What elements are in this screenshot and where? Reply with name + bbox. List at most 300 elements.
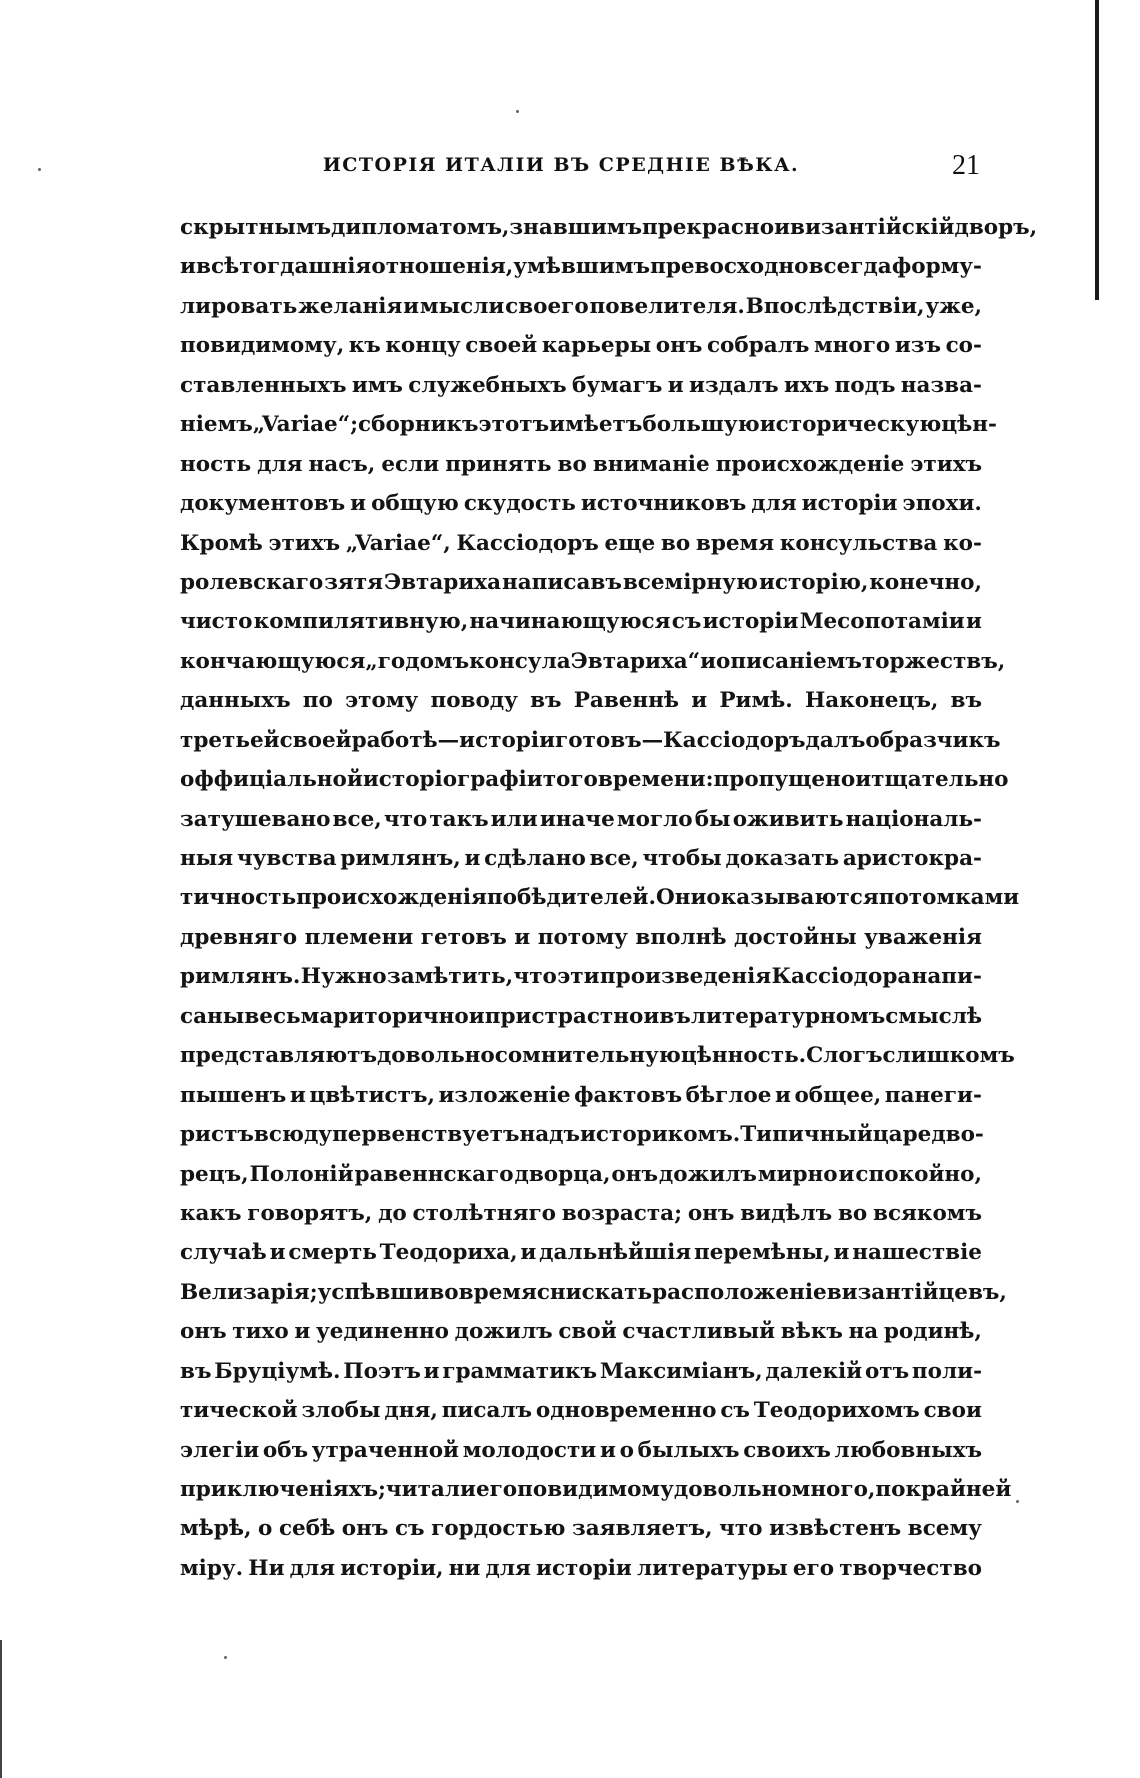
word: доказать	[725, 846, 840, 871]
word: всемірную	[622, 569, 758, 595]
text-line	[180, 1352, 982, 1391]
word: Типичный	[740, 1122, 873, 1148]
word: все,	[332, 806, 382, 832]
word: свой	[558, 1319, 617, 1345]
word: дворца,	[514, 1161, 611, 1187]
word: случаѣ	[180, 1240, 267, 1266]
scan-edge-rule-left	[0, 1640, 2, 1778]
word: всегда	[808, 254, 892, 280]
word: Эвтариха“	[570, 648, 701, 674]
word: національ-	[845, 806, 982, 832]
word: много,	[791, 1477, 876, 1502]
word: равеннскаго	[354, 1161, 514, 1187]
running-head	[180, 150, 980, 186]
text-line	[180, 681, 982, 720]
word: съ	[671, 609, 702, 635]
word: дипломатомъ,	[330, 215, 510, 240]
word: сдѣлано	[484, 846, 586, 871]
word: могло	[616, 806, 693, 832]
word: ристъ	[180, 1122, 254, 1148]
word: большую	[642, 412, 760, 438]
word: скудость	[463, 491, 576, 517]
word: смыслѣ	[885, 1003, 982, 1029]
word: онъ	[341, 1516, 389, 1542]
text-line	[180, 918, 982, 957]
word: ніемъ	[180, 412, 253, 438]
word: царедво-	[872, 1122, 984, 1148]
word: представляютъ	[180, 1043, 377, 1069]
word: свои	[923, 1398, 982, 1424]
text-line	[180, 1391, 982, 1430]
word: исторіи,	[340, 1555, 444, 1581]
word: Ни	[248, 1555, 285, 1581]
word: какъ	[180, 1200, 242, 1226]
word: во	[837, 1200, 868, 1226]
word: всѣ	[196, 254, 240, 280]
word: грамматикъ	[442, 1358, 598, 1384]
text-line	[180, 208, 1038, 247]
word: и	[599, 1437, 616, 1463]
word: смерть	[288, 1240, 377, 1266]
word: и	[774, 1082, 791, 1108]
body-text	[180, 208, 1038, 1588]
word: въ	[950, 688, 982, 714]
word: тичность	[180, 885, 297, 911]
word: и	[294, 1319, 311, 1345]
word: оживить	[732, 806, 844, 832]
word: цвѣтистъ,	[309, 1082, 435, 1108]
word: потому	[537, 924, 628, 950]
word: всякомъ	[873, 1200, 982, 1226]
text-line	[180, 445, 982, 484]
word: и	[180, 254, 196, 280]
word: съ	[720, 1398, 750, 1424]
word: древняго	[180, 924, 298, 950]
word: мѣрѣ,	[180, 1516, 252, 1542]
word: своего	[505, 293, 589, 319]
word: много	[813, 333, 891, 359]
word: прекрасно	[641, 215, 775, 240]
word: литературы	[637, 1555, 788, 1581]
text-line	[180, 484, 982, 523]
word: образчикъ	[865, 727, 1001, 753]
word: былыхъ	[637, 1437, 740, 1463]
word: еще	[604, 530, 656, 556]
word: говорятъ,	[247, 1200, 373, 1226]
scan-speck	[224, 1656, 227, 1659]
word: далекій	[765, 1358, 863, 1384]
word: что	[513, 964, 557, 990]
text-line	[180, 760, 1009, 799]
word: эти	[557, 964, 600, 990]
word: бумагъ	[571, 372, 663, 398]
word: компилятивную,	[253, 609, 469, 635]
word: что	[383, 806, 428, 832]
word: консула	[469, 648, 571, 674]
word: онъ	[687, 1200, 735, 1226]
word: данныхъ	[180, 688, 291, 714]
word: злобы	[301, 1398, 381, 1424]
word: „Variae“;	[252, 412, 359, 438]
word: онъ	[180, 1319, 227, 1345]
word: издалъ	[689, 372, 779, 398]
word: нашествіе	[852, 1240, 982, 1266]
word: и	[423, 1358, 440, 1384]
word: зятя	[324, 569, 384, 595]
word: и	[269, 1240, 286, 1266]
word: сборникъ	[358, 412, 479, 438]
word: пропущено	[713, 767, 856, 793]
word: побѣдителей.	[486, 885, 656, 911]
word: всему	[907, 1516, 982, 1542]
word: этихъ	[268, 530, 341, 556]
word: кончающуюся	[180, 648, 366, 674]
word: дожилъ	[658, 1161, 757, 1187]
word: происхожденіе	[715, 451, 905, 477]
word: Кассіодоръ	[456, 530, 599, 556]
word: общую	[371, 491, 459, 517]
word: время	[458, 1279, 537, 1305]
word: по	[875, 1477, 906, 1502]
word: поли-	[911, 1358, 982, 1384]
word: первенствуетъ	[332, 1122, 520, 1148]
word: видѣлъ	[740, 1200, 833, 1226]
word: принять	[445, 451, 552, 477]
word: собралъ	[706, 333, 810, 359]
word: напи-	[911, 964, 982, 990]
word: Впослѣдствіи,	[745, 293, 925, 319]
word: въ	[530, 688, 562, 714]
word: римлянъ.	[180, 964, 301, 990]
word: тической	[180, 1398, 298, 1424]
word: читали	[385, 1477, 476, 1502]
word: торжествъ,	[861, 648, 1006, 674]
word: Нужно	[300, 964, 387, 990]
word: чувства	[236, 846, 337, 871]
word: Эвтариха	[384, 569, 502, 595]
word: достойны	[733, 924, 857, 950]
word: одновременно	[535, 1398, 717, 1424]
word: повидимому	[517, 1477, 674, 1502]
word: перемѣны,	[693, 1240, 831, 1266]
word: онъ	[611, 1161, 658, 1187]
word: столѣтняго	[412, 1200, 557, 1226]
word: цѣнность.	[680, 1043, 807, 1069]
word: во	[429, 1279, 459, 1305]
word: въ	[180, 1358, 212, 1384]
word: племени	[304, 924, 414, 950]
word: ко-	[943, 530, 982, 556]
word: „годомъ	[365, 648, 470, 674]
word: конечно,	[869, 569, 982, 595]
scan-speck	[1016, 1500, 1019, 1503]
word: элегіи	[180, 1437, 260, 1463]
scan-speck	[516, 110, 519, 113]
word: ихъ	[783, 372, 830, 398]
word: начинающуюся	[469, 609, 671, 635]
word: гордостью	[431, 1516, 566, 1542]
word: Равеннѣ	[573, 688, 680, 714]
word: знавшимъ	[509, 215, 642, 240]
text-line	[180, 1509, 982, 1548]
word: цѣн-	[941, 412, 997, 438]
word: весьма	[244, 1003, 334, 1029]
text-line	[180, 1076, 982, 1115]
word: Слогъ	[806, 1043, 883, 1069]
word: историческую	[759, 412, 942, 438]
word: отношенія,	[371, 254, 514, 280]
word: писалъ	[441, 1398, 533, 1424]
word: потомками	[878, 885, 1020, 911]
word: эпохи.	[902, 491, 982, 517]
word: уже,	[925, 293, 982, 319]
word: если	[381, 451, 440, 477]
text-line	[180, 524, 982, 563]
word: до	[378, 1200, 407, 1226]
word: ни	[448, 1555, 481, 1581]
word: произведенія	[599, 964, 772, 990]
page-number: 21	[952, 150, 980, 181]
word: такъ	[429, 806, 489, 832]
text-line	[180, 1115, 982, 1154]
word: превосходно	[650, 254, 809, 280]
word: во	[557, 451, 587, 477]
word: повидимому,	[180, 333, 345, 359]
text-line	[180, 1233, 982, 1272]
word: въ	[659, 1003, 691, 1029]
text-line	[180, 1312, 982, 1351]
scan-speck	[38, 168, 41, 171]
word: и	[520, 1240, 537, 1266]
word: къ	[348, 333, 381, 359]
text-line	[180, 1470, 1012, 1509]
word: и	[774, 215, 791, 240]
word: онъ	[655, 333, 703, 359]
word: общее,	[794, 1082, 882, 1108]
word: этотъ	[478, 412, 550, 438]
word: византійскій	[790, 215, 955, 240]
word: замѣтить,	[386, 964, 514, 990]
word: и	[350, 491, 367, 517]
word: работѣ—исторіи	[351, 727, 556, 753]
word: изъ	[894, 333, 941, 359]
word: вниманіе	[592, 451, 710, 477]
word: чисто	[180, 609, 253, 635]
word: риторично	[333, 1003, 469, 1029]
word: повелителя.	[589, 293, 745, 319]
word: ныя	[180, 846, 234, 871]
word: времени:	[597, 767, 714, 793]
word: бѣглое	[685, 1082, 772, 1108]
word: пристрастно	[484, 1003, 644, 1029]
text-line	[180, 957, 982, 996]
word: форму-	[891, 254, 982, 280]
word: Кромѣ	[180, 530, 263, 556]
word: спокойно,	[855, 1161, 982, 1187]
word: этихъ	[910, 451, 982, 477]
word: римлянъ,	[340, 846, 461, 871]
text-line	[180, 405, 997, 444]
word: себѣ	[278, 1516, 336, 1542]
word: успѣвши	[317, 1279, 430, 1305]
word: и	[289, 1082, 306, 1108]
word: расположеніе	[652, 1279, 827, 1305]
text-line	[180, 997, 982, 1036]
word: и	[700, 648, 717, 674]
word: исторіи	[536, 1555, 632, 1581]
word: со-	[945, 333, 982, 359]
word: и	[833, 1240, 850, 1266]
word: консульства	[779, 530, 938, 556]
word: византійцевъ,	[826, 1279, 1007, 1305]
word: аристокра-	[842, 846, 982, 871]
word: изложеніе	[438, 1082, 571, 1108]
word: для	[289, 1555, 336, 1581]
word: назва-	[900, 372, 982, 398]
word: тогдашнія	[239, 254, 372, 280]
word: своей	[279, 727, 352, 753]
word: по	[302, 688, 333, 714]
word: служебныхъ	[408, 372, 567, 398]
word: приключеніяхъ;	[180, 1477, 386, 1502]
word: ролевскаго	[180, 569, 324, 595]
word: своей	[465, 333, 538, 359]
word: отъ	[864, 1358, 910, 1384]
word: написавъ	[502, 569, 622, 595]
word: возраста;	[561, 1200, 683, 1226]
word: готовъ—Кассіодоръ	[555, 727, 806, 753]
word: Максиміанъ,	[599, 1358, 763, 1384]
word: саны	[180, 1003, 245, 1029]
word: и	[667, 372, 684, 398]
word: того	[542, 767, 598, 793]
word: оффиціальной	[180, 767, 363, 793]
word: Бруціумѣ.	[214, 1358, 341, 1384]
word: бы	[694, 806, 731, 832]
word: все,	[589, 846, 639, 871]
text-line	[180, 247, 982, 286]
word: скрытнымъ	[180, 215, 331, 240]
text-line	[180, 1549, 982, 1588]
word: его	[792, 1555, 835, 1581]
word: источниковъ	[580, 491, 747, 517]
text-line	[180, 602, 982, 641]
word: исторіографіи	[362, 767, 543, 793]
word: Теодориха,	[379, 1240, 518, 1266]
word: далъ	[805, 727, 866, 753]
word: вполнѣ	[635, 924, 727, 950]
word: довольно	[376, 1043, 495, 1069]
word: фактовъ	[574, 1082, 683, 1108]
word: что	[719, 1516, 763, 1542]
word: слишкомъ	[882, 1043, 1015, 1069]
word: оказываются	[706, 885, 879, 911]
text-line	[180, 721, 1001, 760]
word: дворъ,	[954, 215, 1038, 240]
text-line	[180, 326, 982, 365]
word: для	[751, 491, 797, 517]
text-line	[180, 1194, 982, 1233]
word: снискать	[536, 1279, 653, 1305]
word: и	[691, 688, 708, 714]
word: исторіи	[702, 609, 799, 635]
word: имѣетъ	[549, 412, 643, 438]
text-line	[180, 287, 982, 326]
word: этому	[345, 688, 419, 714]
word: Полоній	[249, 1161, 354, 1187]
word: тихо	[232, 1319, 289, 1345]
word: „Variae“,	[345, 530, 451, 556]
word: для	[485, 1555, 531, 1581]
word: всюду	[253, 1122, 333, 1148]
word: Римѣ.	[719, 688, 793, 714]
word: панеги-	[884, 1082, 982, 1108]
word: надъ	[519, 1122, 580, 1148]
word: гетовъ	[420, 924, 507, 950]
text-line	[180, 878, 1020, 917]
word: мысли	[419, 293, 505, 319]
word: ность	[180, 451, 252, 477]
word: концу	[385, 333, 461, 359]
word: и	[965, 609, 982, 635]
word: пышенъ	[180, 1082, 287, 1108]
word: документовъ	[180, 491, 346, 517]
word: третьей	[180, 727, 280, 753]
word: родинѣ,	[883, 1319, 982, 1345]
word: уединенно	[316, 1319, 449, 1345]
word: и	[464, 846, 481, 871]
word: міру.	[180, 1555, 244, 1581]
word: Поэтъ	[343, 1358, 421, 1384]
word: ставленныхъ	[180, 372, 347, 398]
word: и	[468, 1003, 485, 1029]
word: или	[490, 806, 538, 832]
word: умѣвшимъ	[513, 254, 651, 280]
word: тщательно	[871, 767, 1009, 793]
word: и	[514, 924, 531, 950]
word: затушевано	[180, 806, 331, 832]
word: дожилъ	[454, 1319, 553, 1345]
word: чтобы	[642, 846, 722, 871]
word: мирно	[757, 1161, 838, 1187]
word: творчество	[839, 1555, 982, 1581]
word: его	[475, 1477, 518, 1502]
word: поводу	[430, 688, 518, 714]
word: Месопотаміи	[799, 609, 965, 635]
word: Теодорихомъ	[753, 1398, 920, 1424]
word: молодости	[462, 1437, 597, 1463]
running-title: ИСТОРІЯ ИТАЛІИ ВЪ СРЕДНІЕ ВѢКА.	[322, 154, 800, 176]
word: своихъ	[743, 1437, 831, 1463]
text-line	[180, 642, 1006, 681]
word: на	[848, 1319, 879, 1345]
word: имъ	[351, 372, 403, 398]
word: карьеры	[541, 333, 652, 359]
word: уваженія	[864, 924, 982, 950]
word: утраченной	[311, 1437, 460, 1463]
word: дня,	[384, 1398, 438, 1424]
text-line	[180, 563, 982, 602]
word: происхожденія	[296, 885, 487, 911]
word: и	[643, 1003, 660, 1029]
word: и	[403, 293, 420, 319]
word: лировать	[180, 293, 298, 319]
word: насъ,	[308, 451, 376, 477]
word: о	[619, 1437, 634, 1463]
word: дальнѣйшія	[539, 1240, 692, 1266]
word: подъ	[834, 372, 896, 398]
word: Наконецъ,	[804, 688, 939, 714]
